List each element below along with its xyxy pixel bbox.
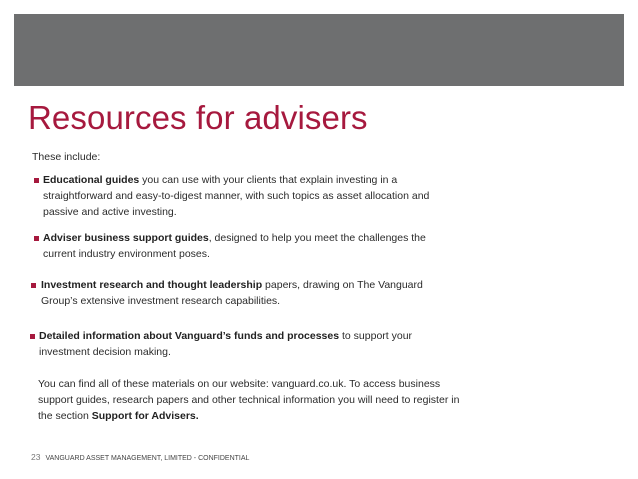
- bullet-marker: [30, 334, 35, 339]
- bullet-text: to support your: [339, 330, 413, 342]
- header-band: [14, 14, 624, 86]
- bullet-text: you can use with your clients that explain investing in a: [139, 174, 398, 186]
- bullet-continuation-line: current industry environment poses.: [43, 248, 210, 260]
- bullet-marker: [31, 283, 36, 288]
- closing-line: You can find all of these materials on our website: vanguard.co.uk. To access business: [38, 378, 441, 390]
- bullet-educational-guides: [34, 172, 429, 220]
- support-for-advisers-text: Support for Advisers.: [91, 410, 199, 422]
- bullet-continuation-line: straightforward and easy-to-digest manner, with such topics as asset allocation and: [43, 190, 430, 202]
- bullet-bold-text: Investment research and thought leadership: [41, 279, 263, 291]
- closing-paragraph: [38, 376, 459, 424]
- bullet-text: , designed to help you meet the challenges the: [208, 232, 426, 244]
- footer-confidential-text: VANGUARD ASSET MANAGEMENT, LIMITED - CONFIDENTIAL: [45, 455, 250, 462]
- bullet-first-line: [30, 328, 412, 344]
- bullet-bold-text: Detailed information about Vanguard’s funds and processes: [39, 330, 340, 342]
- closing-line: support guides, research papers and other technical information you will need to register in: [38, 394, 460, 406]
- bullet-marker: [34, 178, 39, 183]
- bullet-bold-text: Adviser business support guides: [43, 232, 209, 244]
- bullet-first-line: [34, 230, 426, 246]
- bullet-marker: [34, 236, 39, 241]
- bullet-adviser-business-support: [34, 230, 426, 262]
- intro-text: These include:: [32, 151, 101, 163]
- closing-text: the section: [38, 410, 92, 422]
- bullet-continuation-line: Group’s extensive investment research capabilities.: [41, 295, 281, 307]
- bullet-continuation-line: investment decision making.: [39, 346, 171, 358]
- closing-line: [38, 408, 459, 424]
- footer: [31, 452, 249, 464]
- slide-title: Resources for advisers: [28, 99, 368, 136]
- page-number: 23: [31, 452, 41, 462]
- bullet-detailed-information: [30, 328, 412, 360]
- bullet-continuation-line: passive and active investing.: [43, 206, 177, 218]
- bullet-first-line: [34, 172, 429, 188]
- bullet-investment-research: [31, 277, 423, 309]
- bullet-bold-text: Educational guides: [43, 174, 140, 186]
- bullet-first-line: [31, 277, 423, 293]
- bullet-text: papers, drawing on The Vanguard: [262, 279, 423, 291]
